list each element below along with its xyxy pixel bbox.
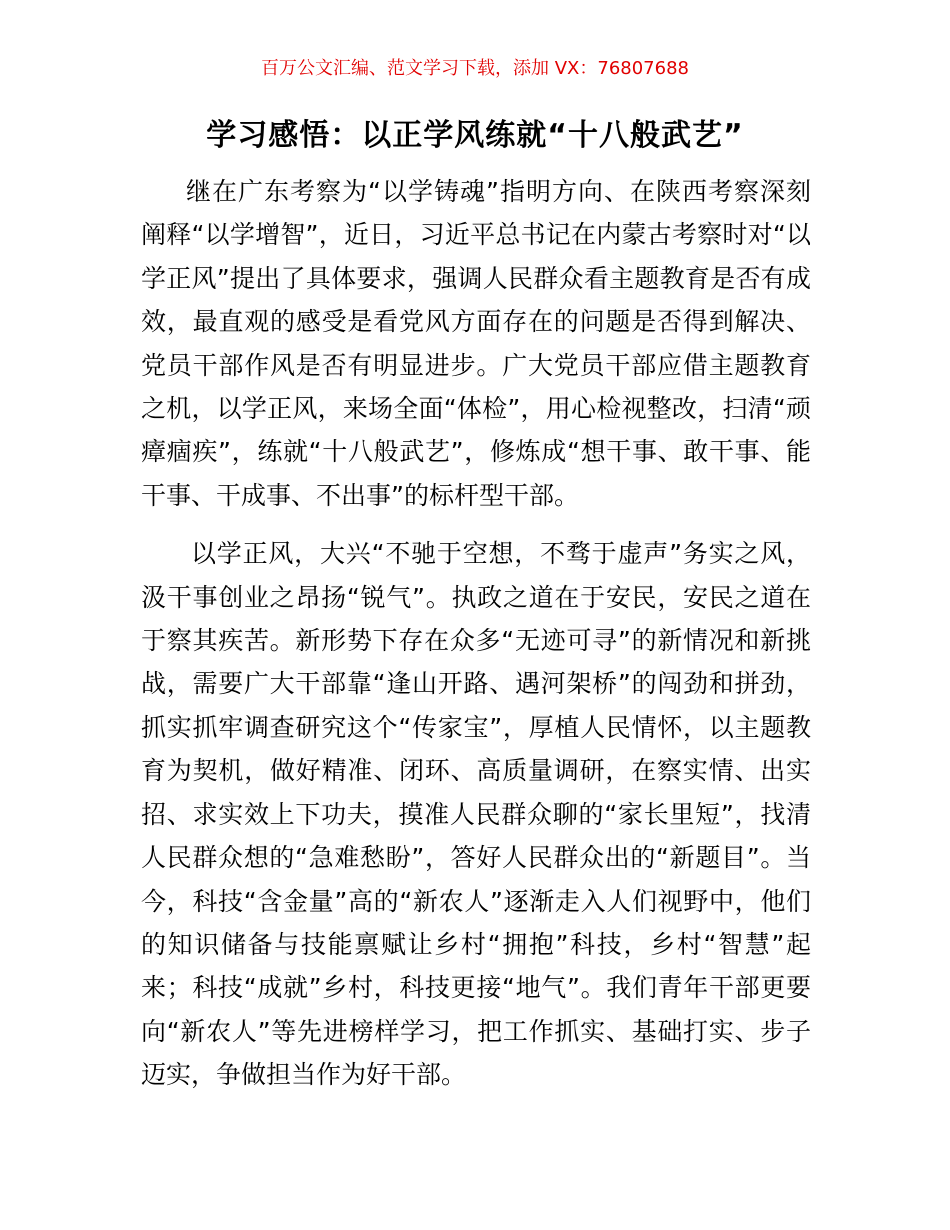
document-title: 学习感悟：以正学风练就“十八般武艺” — [206, 118, 744, 153]
paragraph-2: 以学正风，大兴“不驰于空想，不骛于虚声”务实之风，汲干事创业之昂扬“锐气”。执政之道在于安民，安民之道在于察其疾苦。新形势下存在众多“无迹可寻”的新情况和新挑战，需要广大干部靠“逢山开路、遇河架桥”的闯劲和拼劲，抓实抓牢调查研究这个“传家宝”，厚植人民情怀，以主题教育为契机，做好精准、闭环、高质量调研，在察实情、出实招、求实效上下功夫，摸准人民群众聊的“家长里短”，找清人民群众想的“急难愁盼”，答好人民群众出的“新题目”。当今，科技“含金量”高的“新农人”逐渐走入人们视野中，他们的知识储备与技能禀赋让乡村“拥抱”科技，乡村“智慧”起来；科技“成就”乡村，科技更接“地气”。我们青年干部更要向“新农人”等先进榜样学习，把工作抓实、基础打实、步子迈实，争做担当作为好干部。 — [141, 539, 811, 1090]
header-banner: 百万公文汇编、范文学习下载，添加 VX：76807688 — [261, 58, 689, 79]
paragraph-1: 继在广东考察为“以学铸魂”指明方向、在陕西考察深刻阐释“以学增智”，近日，习近平总书记在内蒙古考察时对“以学正风”提出了具体要求，强调人民群众看主题教育是否有成效，最直观的感受是看党风方面存在的问题是否得到解决、党员干部作风是否有明显进步。广大党员干部应借主题教育之机，以学正风，来场全面“体检”，用心检视整改，扫清“顽瘴痼疾”，练就“十八般武艺”，修炼成“想干事、敢干事、能干事、干成事、不出事”的标杆型干部。 — [141, 177, 811, 510]
document-body — [141, 170, 811, 1097]
